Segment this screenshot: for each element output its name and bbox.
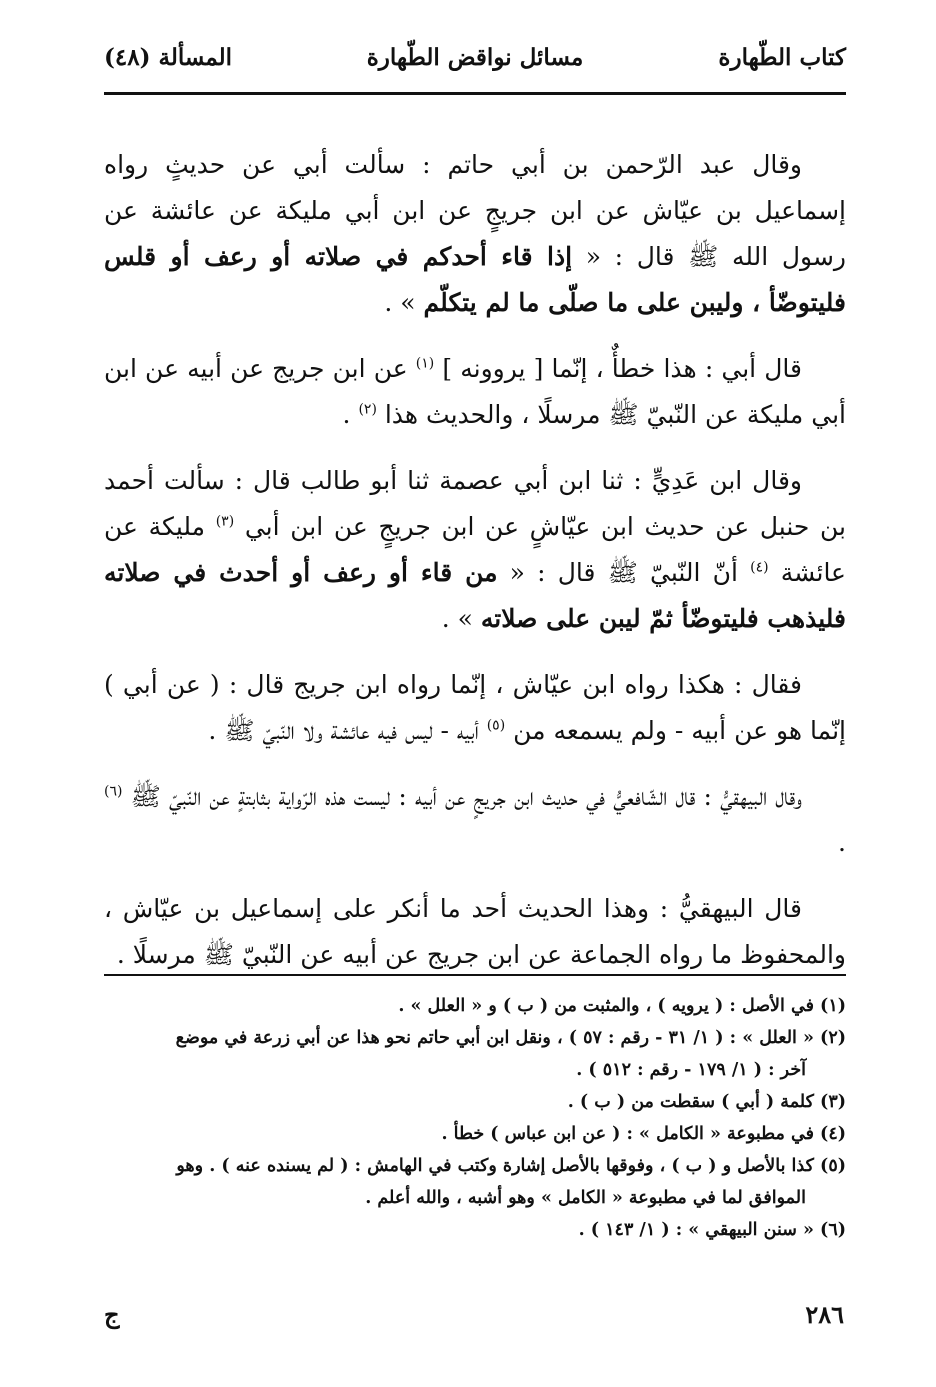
footnote-ref: (١): [415, 355, 435, 372]
paragraph: وقال عبد الرّحمن بن أبي حاتم : سألت أبي عن حديثٍ رواه إسماعيل بن عيّاش عن ابن جريجٍ عن ابن أبي مليكة عن عائشة عن رسول الله ﷺ قال : « إذا قاء أحدكم في صلاته أو رعف أو قلس فليتوضّأ ، وليبن على ما صلّى ما لم يتكلّم » .: [104, 150, 846, 317]
signature-mark: ج: [104, 1300, 120, 1329]
footnote-continuation: آخر : ( ١/ ١٧٩ - رقم : ٥١٢ ) .: [576, 1060, 806, 1080]
footnote-ref: (٤): [750, 559, 769, 576]
page-footer: [104, 1300, 846, 1340]
chapter-title: مسائل نواقض الطّهارة: [366, 44, 584, 71]
footnote-ref: (٦): [104, 783, 123, 800]
header-rule: [104, 92, 846, 95]
book-page: [104, 40, 846, 1329]
footnote: (١) في الأصل : ( يرويه ) ، والمثبت من ( ب ) و « العلل » .: [398, 996, 846, 1016]
footnote-continuation: الموافق لما في مطبوعة « الكامل » وهو أشبه ، والله أعلم .: [365, 1188, 806, 1208]
main-text: [104, 142, 846, 998]
issue-number: المسألة (٤٨): [104, 44, 233, 71]
footnote: (٤) في مطبوعة « الكامل » : ( عن ابن عباس ) خطأ .: [441, 1124, 846, 1144]
paragraph: قال البيهقيُّ : وهذا الحديث أحد ما أنكر على إسماعيل بن عيّاش ، والمحفوظ ما رواه الجماعة عن ابن جريج عن أبيه عن النّبيّ ﷺ مرسلًا .: [104, 894, 846, 969]
footnote-rule: [104, 974, 846, 976]
book-title: كتاب الطّهارة: [718, 44, 846, 71]
footnote-ref: (٢): [358, 401, 377, 418]
footnote: (٥) كذا بالأصل و ( ب ) ، وفوقها بالأصل إشارة وكتب في الهامش : ( لم يسنده عنه ) . وهو: [176, 1156, 846, 1176]
paragraph: وقال البيهقيُّ : قال الشّافعيُّ في حديث ابن جريجٍ عن أبيه : ليست هذه الرّواية بثابتةٍ عن النّبيّ ﷺ $^{(٦)}$ .: [104, 782, 846, 857]
paragraph: وقال ابن عَدِيٍّ : ثنا ابن أبي عصمة ثنا أبو طالب قال : سألت أحمد بن حنبل عن حديث ابن عيّاشٍ عن ابن جريجٍ عن ابن أبي $^{(٣)}$ مليكة عن عائشة $^{(٤)}$ أنّ النّبيّ ﷺ قال : « من قاء أو رعف أو أحدث في صلاته فليذهب فليتوضّأ ثمّ ليبن على صلاته » .: [104, 466, 846, 633]
footnote: (٢) « العلل » : ( ١/ ٣١ - رقم : ٥٧ ) ، ونقل ابن أبي حاتم نحو هذا عن أبي زرعة في موضع: [175, 1028, 846, 1048]
paragraph: قال أبي : هذا خطأٌ ، إنّما [ يروونه ] $^{(١)}$ عن ابن جريج عن أبيه عن ابن أبي مليكة عن النّبيّ ﷺ مرسلًا ، والحديث هذا $^{(٢)}$ .: [104, 354, 846, 429]
paragraph: فقال : هكذا رواه ابن عيّاش ، إنّما رواه ابن جريج قال : ( عن أبي ) إنّما هو عن أبيه - ولم يسمعه من $^{(٥)}$ أبيه - ليس فيه عائشة ولا النّبيّ ﷺ .: [104, 670, 846, 745]
footnote-ref: (٥): [486, 717, 506, 734]
footnote: (٦) « سنن البيهقي » : ( ١/ ١٤٣ ) .: [578, 1220, 846, 1240]
footnote: (٣) كلمة ( أبي ) سقطت من ( ب ) .: [567, 1092, 846, 1112]
footnote-ref: (٣): [215, 513, 235, 530]
page-number: ٢٨٦: [805, 1300, 844, 1329]
footnotes: [104, 990, 846, 1246]
running-header: [104, 40, 846, 90]
